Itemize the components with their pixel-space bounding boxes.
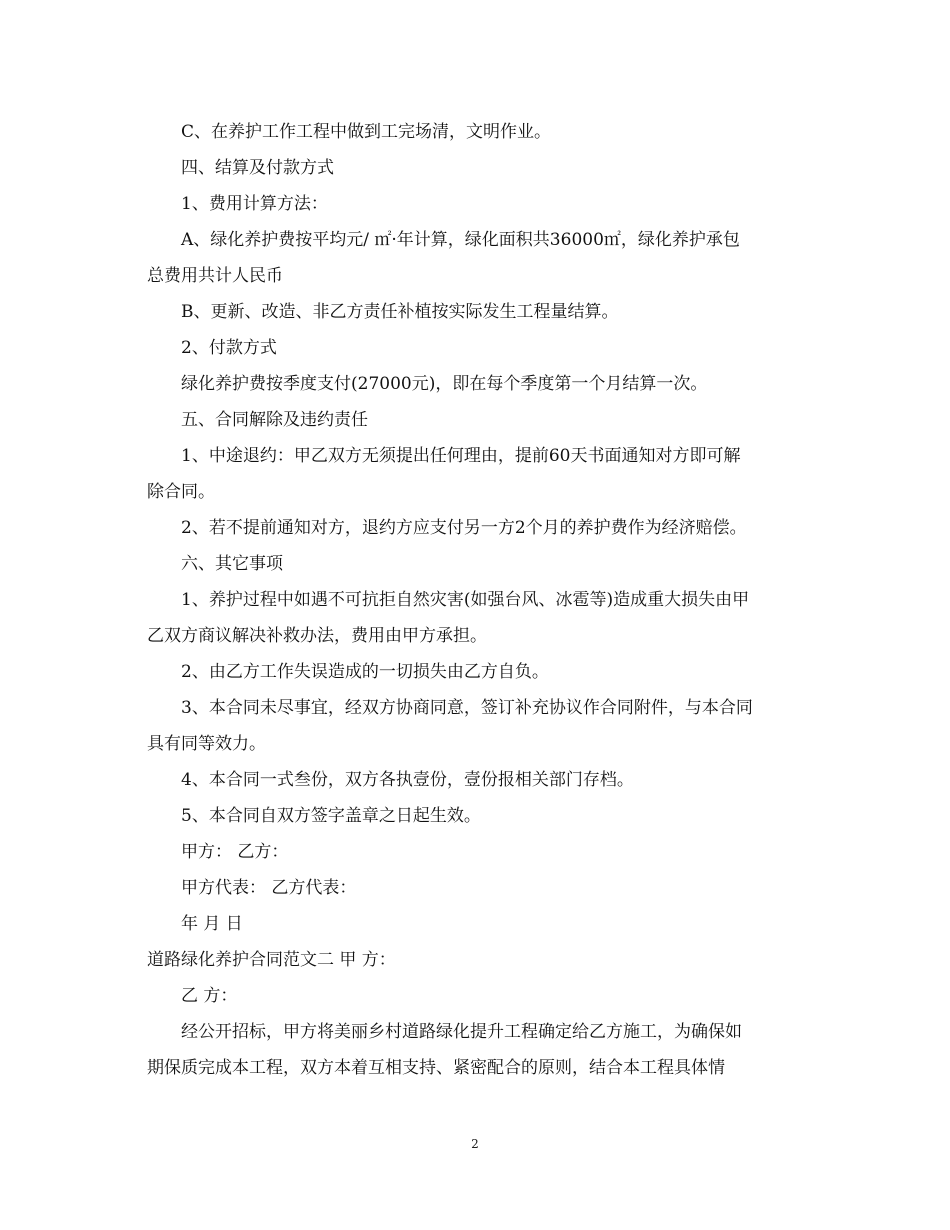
text-line: 1、中途退约：甲乙双方无须提出任何理由，提前60天书面通知对方即可解	[181, 446, 741, 466]
text-line: 四、结算及付款方式	[181, 158, 334, 178]
text-line: 1、养护过程中如遇不可抗拒自然灾害(如强台风、冰雹等)造成重大损失由甲	[181, 590, 750, 610]
text-line: 期保质完成本工程，双方本着互相支持、紧密配合的原则，结合本工程具体情	[147, 1058, 725, 1078]
text-line: 除合同。	[147, 482, 215, 502]
text-line: 年 月 日	[181, 914, 243, 934]
text-line: 乙双方商议解决补救办法，费用由甲方承担。	[147, 626, 487, 646]
text-line: 3、本合同未尽事宜，经双方协商同意，签订补充协议作合同附件，与本合同	[181, 698, 753, 718]
text-line: A、绿化养护费按平均元/ ㎡·年计算，绿化面积共36000㎡，绿化养护承包	[181, 230, 740, 250]
text-line: 绿化养护费按季度支付(27000元)，即在每个季度第一个月结算一次。	[181, 374, 708, 394]
text-line: 2、付款方式	[181, 338, 277, 358]
text-line: 经公开招标，甲方将美丽乡村道路绿化提升工程确定给乙方施工，为确保如	[181, 1022, 742, 1042]
text-line: 甲方代表： 乙方代表：	[181, 878, 357, 898]
document-body	[147, 114, 815, 1086]
text-line: B、更新、改造、非乙方责任补植按实际发生工程量结算。	[181, 302, 619, 322]
text-line: 5、本合同自双方签字盖章之日起生效。	[181, 806, 481, 826]
text-line: 道路绿化养护合同范文二 甲 方：	[147, 950, 396, 970]
text-line: 1、费用计算方法：	[181, 194, 328, 214]
text-line: 总费用共计人民币	[147, 266, 283, 286]
text-line: 六、其它事项	[181, 554, 283, 574]
text-line: 2、由乙方工作失误造成的一切损失由乙方自负。	[181, 662, 549, 682]
text-line: C、在养护工作工程中做到工完场清，文明作业。	[181, 122, 552, 142]
page-number: 2	[471, 1137, 479, 1151]
text-line: 具有同等效力。	[147, 734, 266, 754]
text-line: 甲方： 乙方：	[181, 842, 289, 862]
text-line: 2、若不提前通知对方，退约方应支付另一方2个月的养护费作为经济赔偿。	[181, 518, 747, 538]
text-line: 乙 方：	[181, 986, 238, 1006]
text-line: 4、本合同一式叁份，双方各执壹份，壹份报相关部门存档。	[181, 770, 634, 790]
text-line: 五、合同解除及违约责任	[181, 410, 368, 430]
